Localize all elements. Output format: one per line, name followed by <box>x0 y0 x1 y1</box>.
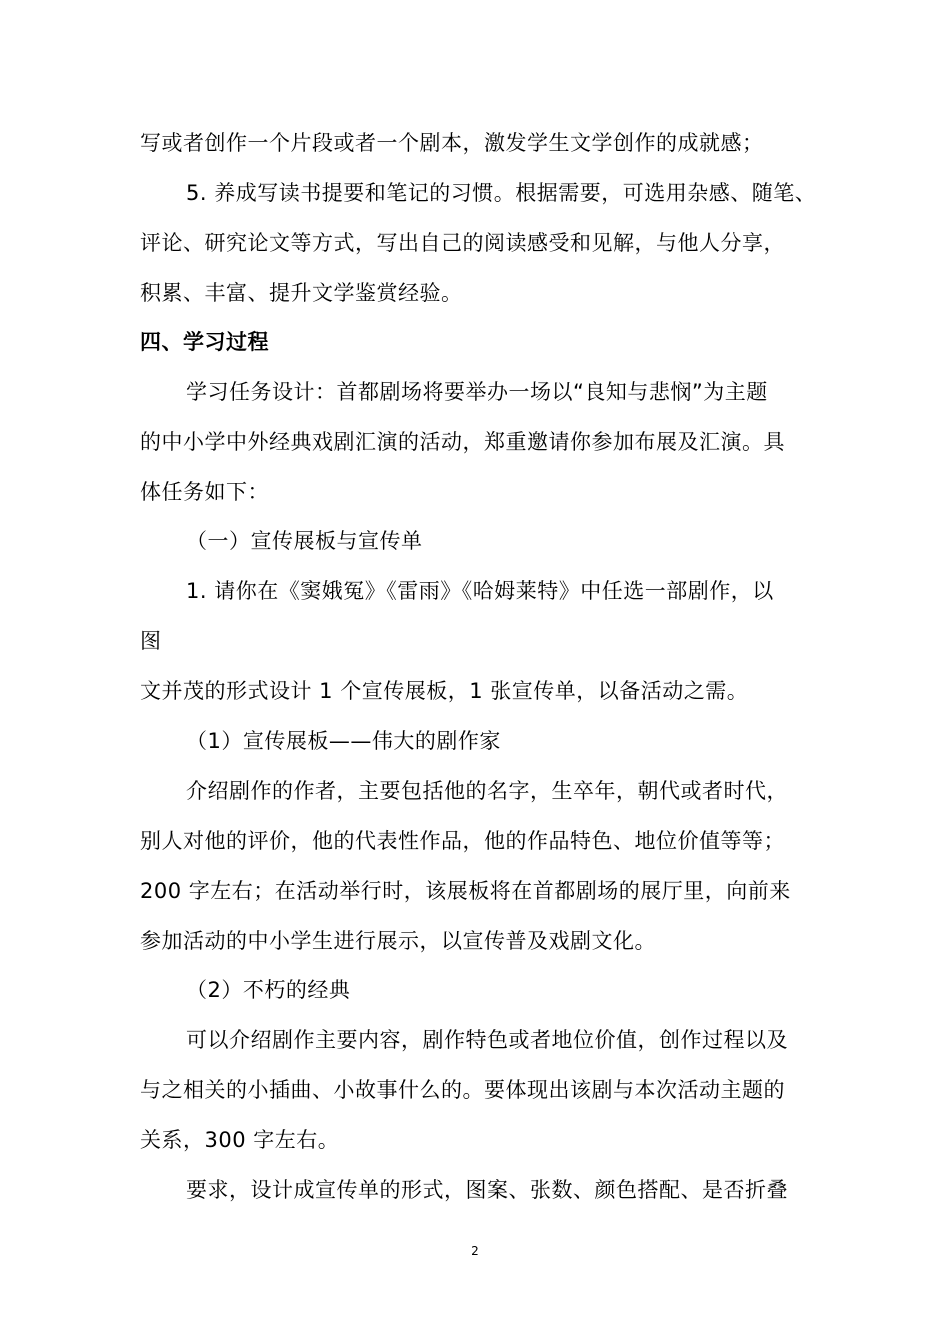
text-line: 200 字左右；在活动举行时，该展板将在首都剧场的展厅里，向前来 <box>140 879 791 903</box>
text-line: 别人对他的评价，他的代表性作品，他的作品特色、地位价值等等； <box>140 829 785 853</box>
text-line: 写或者创作一个片段或者一个剧本，激发学生文学创作的成就感； <box>140 131 764 155</box>
page-number: 2 <box>471 1244 479 1258</box>
subsection-heading: （1）宣传展板——伟大的剧作家 <box>186 729 501 753</box>
section-heading: 四、学习过程 <box>140 330 269 354</box>
text-line: 参加活动的中小学生进行展示，以宣传普及戏剧文化。 <box>140 929 656 953</box>
text-line: 可以介绍剧作主要内容，剧作特色或者地位价值，创作过程以及 <box>186 1028 788 1052</box>
text-line: 学习任务设计：首都剧场将要举办一场以“良知与悲悯”为主题 <box>186 380 768 404</box>
subsection-heading: （2）不朽的经典 <box>186 978 351 1002</box>
text-line: 积累、丰富、提升文学鉴赏经验。 <box>140 281 463 305</box>
text-line: 的中小学中外经典戏剧汇演的活动，郑重邀请你参加布展及汇演。具 <box>140 430 785 454</box>
text-line: 体任务如下： <box>140 480 269 504</box>
subsection-heading: （一）宣传展板与宣传单 <box>186 529 423 553</box>
text-line: 关系，300 字左右。 <box>140 1128 340 1152</box>
text-line: 介绍剧作的作者，主要包括他的名字，生卒年，朝代或者时代， <box>186 779 788 803</box>
text-line: 与之相关的小插曲、小故事什么的。要体现出该剧与本次活动主题的 <box>140 1078 785 1102</box>
text-line: 文并茂的形式设计 1 个宣传展板，1 张宣传单，以备活动之需。 <box>140 679 749 703</box>
text-line: 1. 请你在《窦娥冤》《雷雨》《哈姆莱特》中任选一部剧作，以 <box>186 579 774 603</box>
text-line: 5. 养成写读书提要和笔记的习惯。根据需要，可选用杂感、随笔、 <box>186 181 817 205</box>
text-line: 评论、研究论文等方式，写出自己的阅读感受和见解，与他人分享， <box>140 231 785 255</box>
text-line: 图 <box>140 629 162 653</box>
text-line: 要求，设计成宣传单的形式，图案、张数、颜色搭配、是否折叠 <box>186 1178 788 1202</box>
